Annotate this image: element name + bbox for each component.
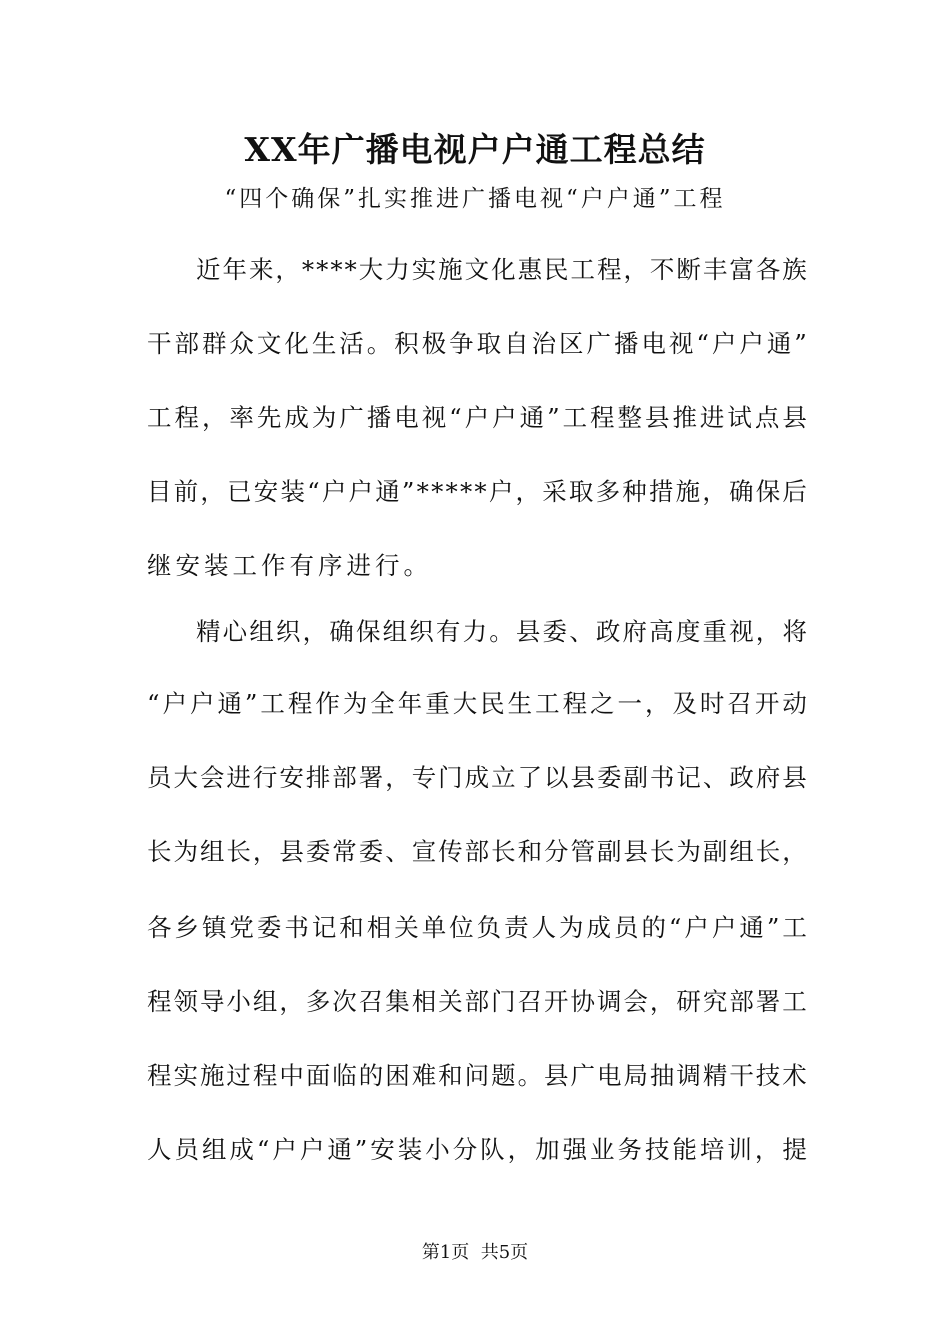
body-line: 精 心 组 织 ， 确 保 组 织 有 力 。 县 委 、 政 府 高 度 重 视 ， 将 [196, 617, 807, 646]
body-line: 目 前 ， 已 安 装 “ 户 户 通 ” * * * * * 户 ， 采 取 多 种 措 施 ， 确 保 后 [147, 477, 807, 506]
body-line: 人 员 组 成 “ 户 户 通 ” 安 装 小 分 队 ， 加 强 业 务 技 能 培 训 ， 提 [147, 1135, 807, 1164]
body-line: 继安装工作有序进行。 [147, 551, 432, 580]
body-line: 程 领 导 小 组 ， 多 次 召 集 相 关 部 门 召 开 协 调 会 ， 研 究 部 署 工 [147, 987, 807, 1016]
body-line: 各 乡 镇 党 委 书 记 和 相 关 单 位 负 责 人 为 成 员 的 “ 户 户 通 ” 工 [147, 913, 807, 942]
document-title: XX年广播电视户户通工程总结 [244, 130, 706, 169]
page-footer [0, 1240, 950, 1266]
page-number-label: 第1页 共5页 [421, 1242, 529, 1263]
body-line: 程 实 施 过 程 中 面 临 的 困 难 和 问 题 。 县 广 电 局 抽 调 精 干 技 术 [147, 1061, 807, 1090]
body-line: 干 部 群 众 文 化 生 活 。 积 极 争 取 自 治 区 广 播 电 视 “ 户 户 通 ” [147, 329, 807, 358]
body-line: 近 年 来 ， * * * * 大 力 实 施 文 化 惠 民 工 程 ， 不 断 丰 富 各 族 [196, 255, 807, 284]
document-subtitle: “四个确保”扎实推进广播电视“户户通”工程 [224, 186, 726, 212]
body-line: 工 程 ， 率 先 成 为 广 播 电 视 “ 户 户 通 ” 工 程 整 县 推 进 试 点 县 [147, 403, 807, 432]
body-line: “ 户 户 通 ” 工 程 作 为 全 年 重 大 民 生 工 程 之 一 ， 及 时 召 开 动 [147, 689, 807, 718]
body-line: 员 大 会 进 行 安 排 部 署 ， 专 门 成 立 了 以 县 委 副 书 记 、 政 府 县 [147, 763, 807, 792]
body-line: 长 为 组 长 ， 县 委 常 委 、 宣 传 部 长 和 分 管 副 县 长 为 副 组 长 ， [147, 837, 807, 866]
